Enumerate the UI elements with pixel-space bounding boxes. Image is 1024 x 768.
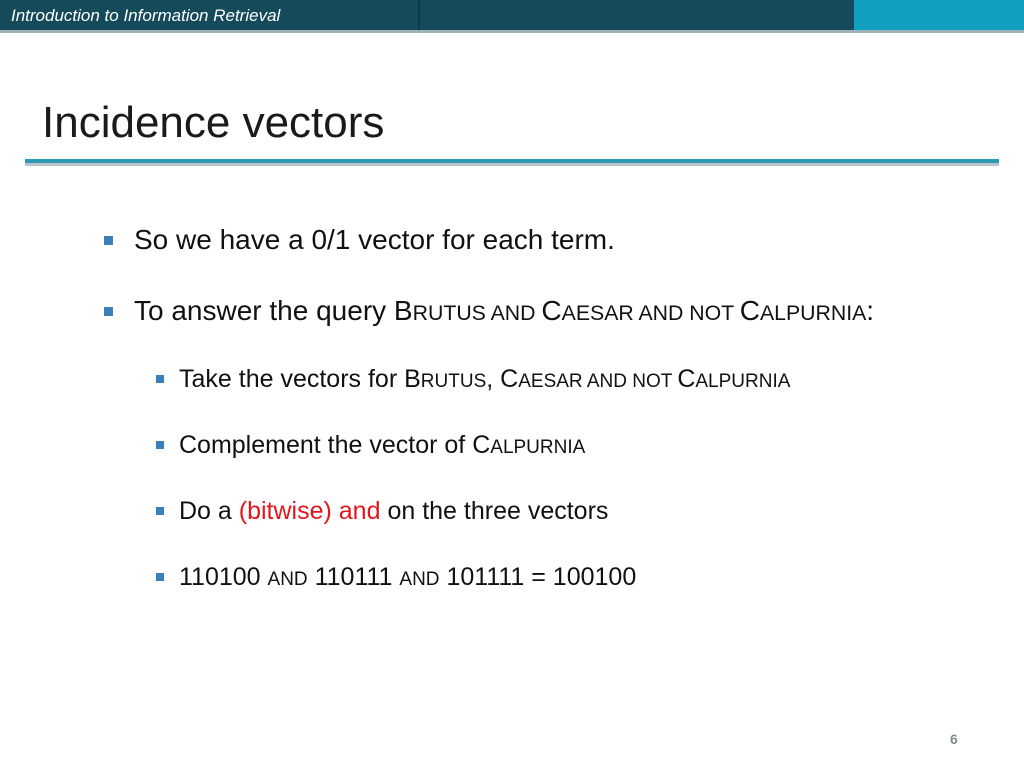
query-term-caesar: CAESAR <box>541 295 634 326</box>
query-operator: AND <box>485 301 542 325</box>
bullet-item <box>134 295 874 327</box>
query-term-brutus: BRUTUS <box>404 365 487 393</box>
sub-bullet-item <box>179 431 585 460</box>
square-bullet-icon <box>156 573 164 581</box>
query-colon: : <box>866 295 875 326</box>
sub-bullet-item <box>179 497 608 526</box>
square-bullet-icon <box>104 307 113 316</box>
bullet-item <box>134 224 615 256</box>
comma-separator: , <box>486 365 501 393</box>
query-term-calpurnia: CALPURNIA <box>677 365 791 393</box>
query-term-brutus: BRUTUS <box>393 295 486 326</box>
header-accent-block <box>854 0 1024 32</box>
header-shadow-line <box>0 30 1024 33</box>
sub-bullet-text-suffix: on the three vectors <box>380 497 609 525</box>
sub-bullet-text: Complement the vector of <box>179 431 473 459</box>
query-operator: AND NOT <box>582 371 678 392</box>
header-divider <box>418 0 420 32</box>
vector-operator: AND <box>267 569 308 590</box>
page-number: 6 <box>950 731 958 747</box>
square-bullet-icon <box>156 507 164 515</box>
bullet-text: So we have a 0/1 vector for each term. <box>134 224 615 255</box>
query-term-caesar: CAESAR <box>500 365 583 393</box>
square-bullet-icon <box>156 375 164 383</box>
sub-bullet-item <box>179 563 636 592</box>
square-bullet-icon <box>156 441 164 449</box>
sub-bullet-text: Do a <box>179 497 239 525</box>
sub-bullet-text: Take the vectors for <box>179 365 405 393</box>
vector-result: 101111 = 100100 <box>439 563 637 591</box>
vector-value: 110100 <box>179 563 268 591</box>
bullet-text: To answer the query <box>134 295 394 326</box>
sub-bullet-item <box>179 365 790 394</box>
query-operator: AND NOT <box>633 301 740 325</box>
slide-title: Incidence vectors <box>42 98 385 147</box>
title-underline-shadow <box>25 163 999 166</box>
vector-operator: AND <box>399 569 440 590</box>
highlighted-operation: (bitwise) and <box>238 497 381 525</box>
query-term-calpurnia: CALPURNIA <box>472 431 586 459</box>
query-term-calpurnia: CALPURNIA <box>739 295 867 326</box>
vector-value: 110111 <box>307 563 400 591</box>
square-bullet-icon <box>104 236 113 245</box>
course-title: Introduction to Information Retrieval <box>11 6 281 25</box>
